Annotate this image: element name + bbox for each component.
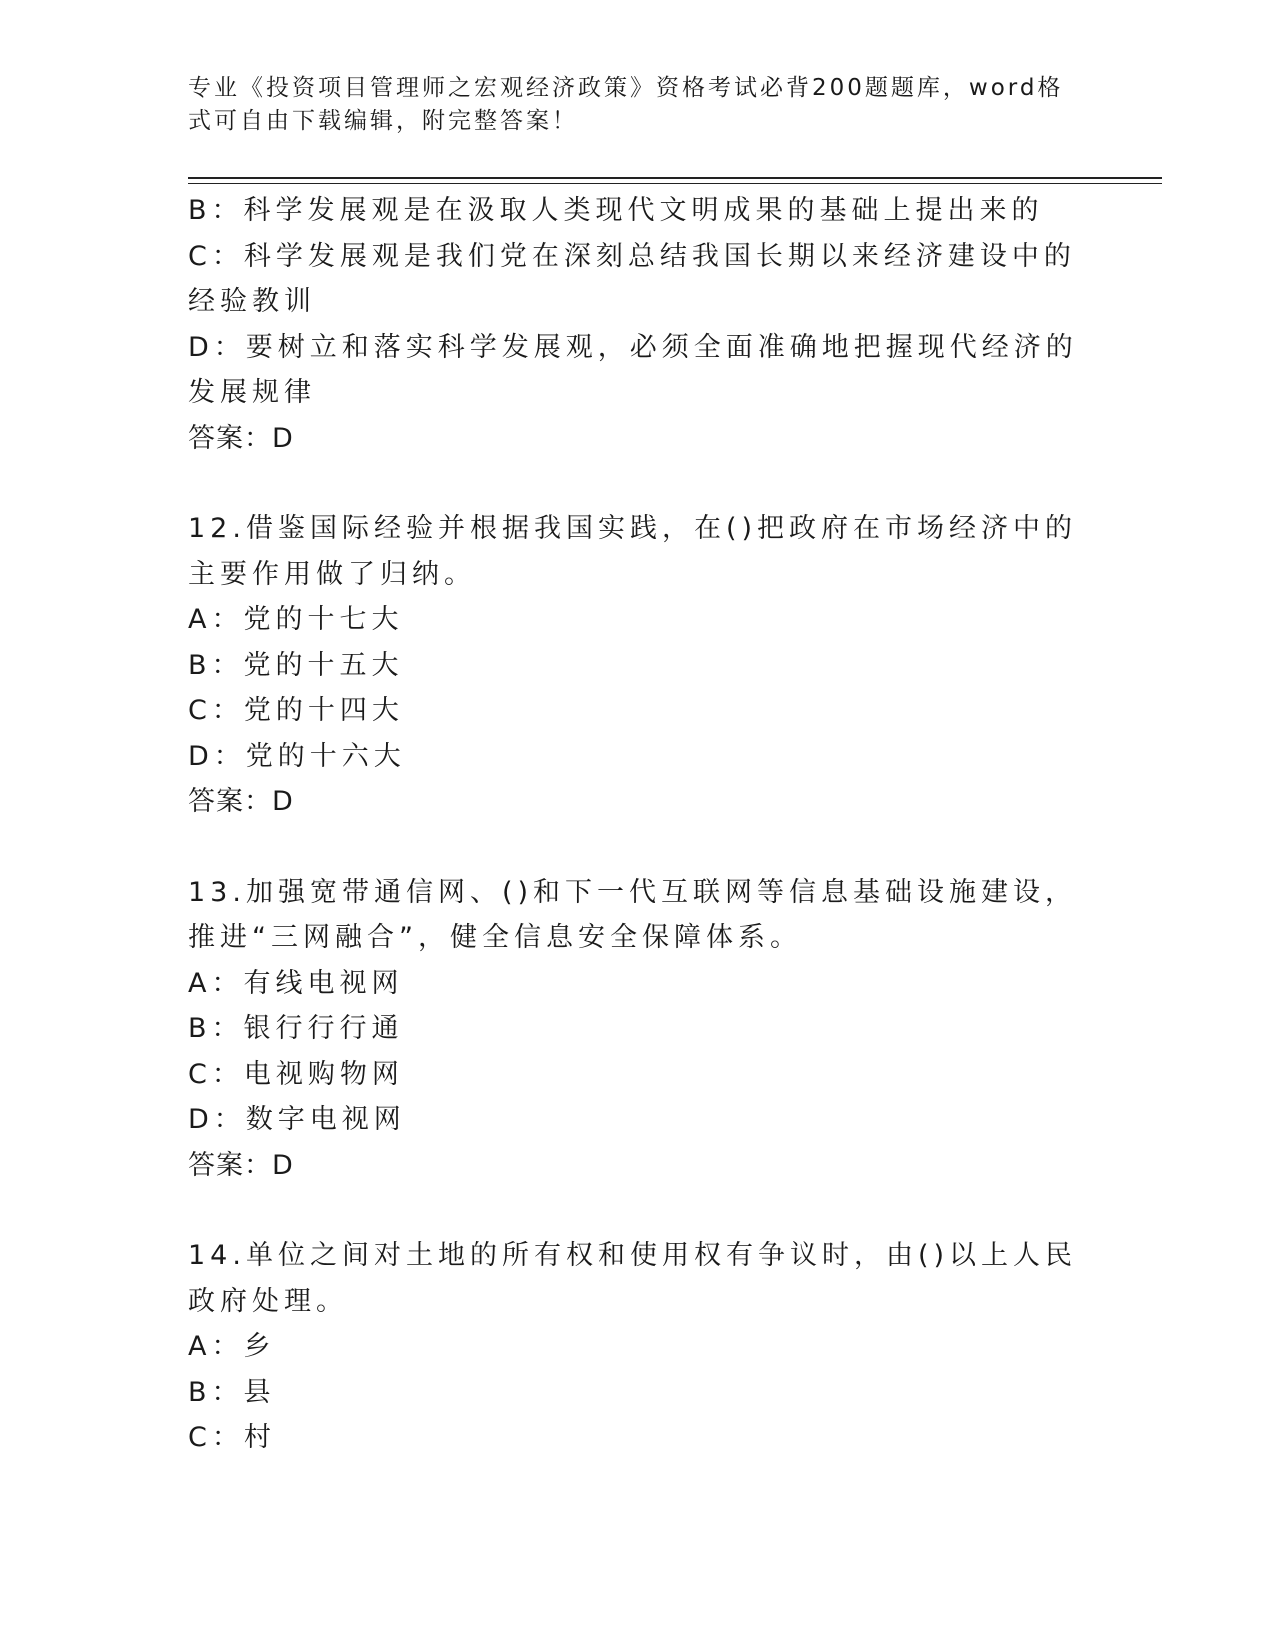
option-c: C：科学发展观是我们党在深刻总结我国长期以来经济建设中的经验教训 xyxy=(188,240,1076,317)
option-c: C：党的十四大 xyxy=(188,695,404,726)
option-d: D：党的十六大 xyxy=(188,740,406,772)
option-c: C：电视购物网 xyxy=(188,1058,404,1090)
option-a: A：党的十七大 xyxy=(188,604,404,635)
question-14 xyxy=(188,1233,1088,1461)
option-d: D：数字电视网 xyxy=(188,1104,406,1135)
option-a: A：有线电视网 xyxy=(188,967,404,999)
answer: 答案：D xyxy=(188,1149,294,1181)
spacer xyxy=(188,461,1088,506)
question-13 xyxy=(188,870,1088,1189)
question-stem: 14.单位之间对土地的所有权和使用权有争议时，由()以上人民政府处理。 xyxy=(188,1240,1078,1317)
option-b: B：银行行行通 xyxy=(188,1013,404,1044)
header-divider-thin xyxy=(188,183,1162,184)
option-b: B：县 xyxy=(188,1376,276,1408)
answer: 答案：D xyxy=(188,422,294,454)
spacer xyxy=(188,825,1088,870)
option-b: B：党的十五大 xyxy=(188,649,404,681)
spacer xyxy=(188,1188,1088,1233)
question-stem: 13.加强宽带通信网、()和下一代互联网等信息基础设施建设，推进“三网融合”，健全信息安全保障体系。 xyxy=(188,876,1078,953)
header-divider-thick xyxy=(188,177,1162,179)
option-d: D：要树立和落实科学发展观，必须全面准确地把握现代经济的发展规律 xyxy=(188,331,1078,408)
question-12 xyxy=(188,506,1088,825)
option-b: B：科学发展观是在汲取人类现代文明成果的基础上提出来的 xyxy=(188,195,1044,226)
document-header: 专业《投资项目管理师之宏观经济政策》资格考试必背200题题库，word格式可自由下载编辑，附完整答案！ xyxy=(188,75,1064,134)
question-stem: 12.借鉴国际经验并根据我国实践，在()把政府在市场经济中的主要作用做了归纳。 xyxy=(188,513,1078,590)
answer: 答案：D xyxy=(188,786,294,817)
question-11-continued xyxy=(188,188,1088,461)
document-body xyxy=(188,188,1088,1461)
option-a: A：乡 xyxy=(188,1331,276,1362)
option-c: C：村 xyxy=(188,1422,276,1453)
